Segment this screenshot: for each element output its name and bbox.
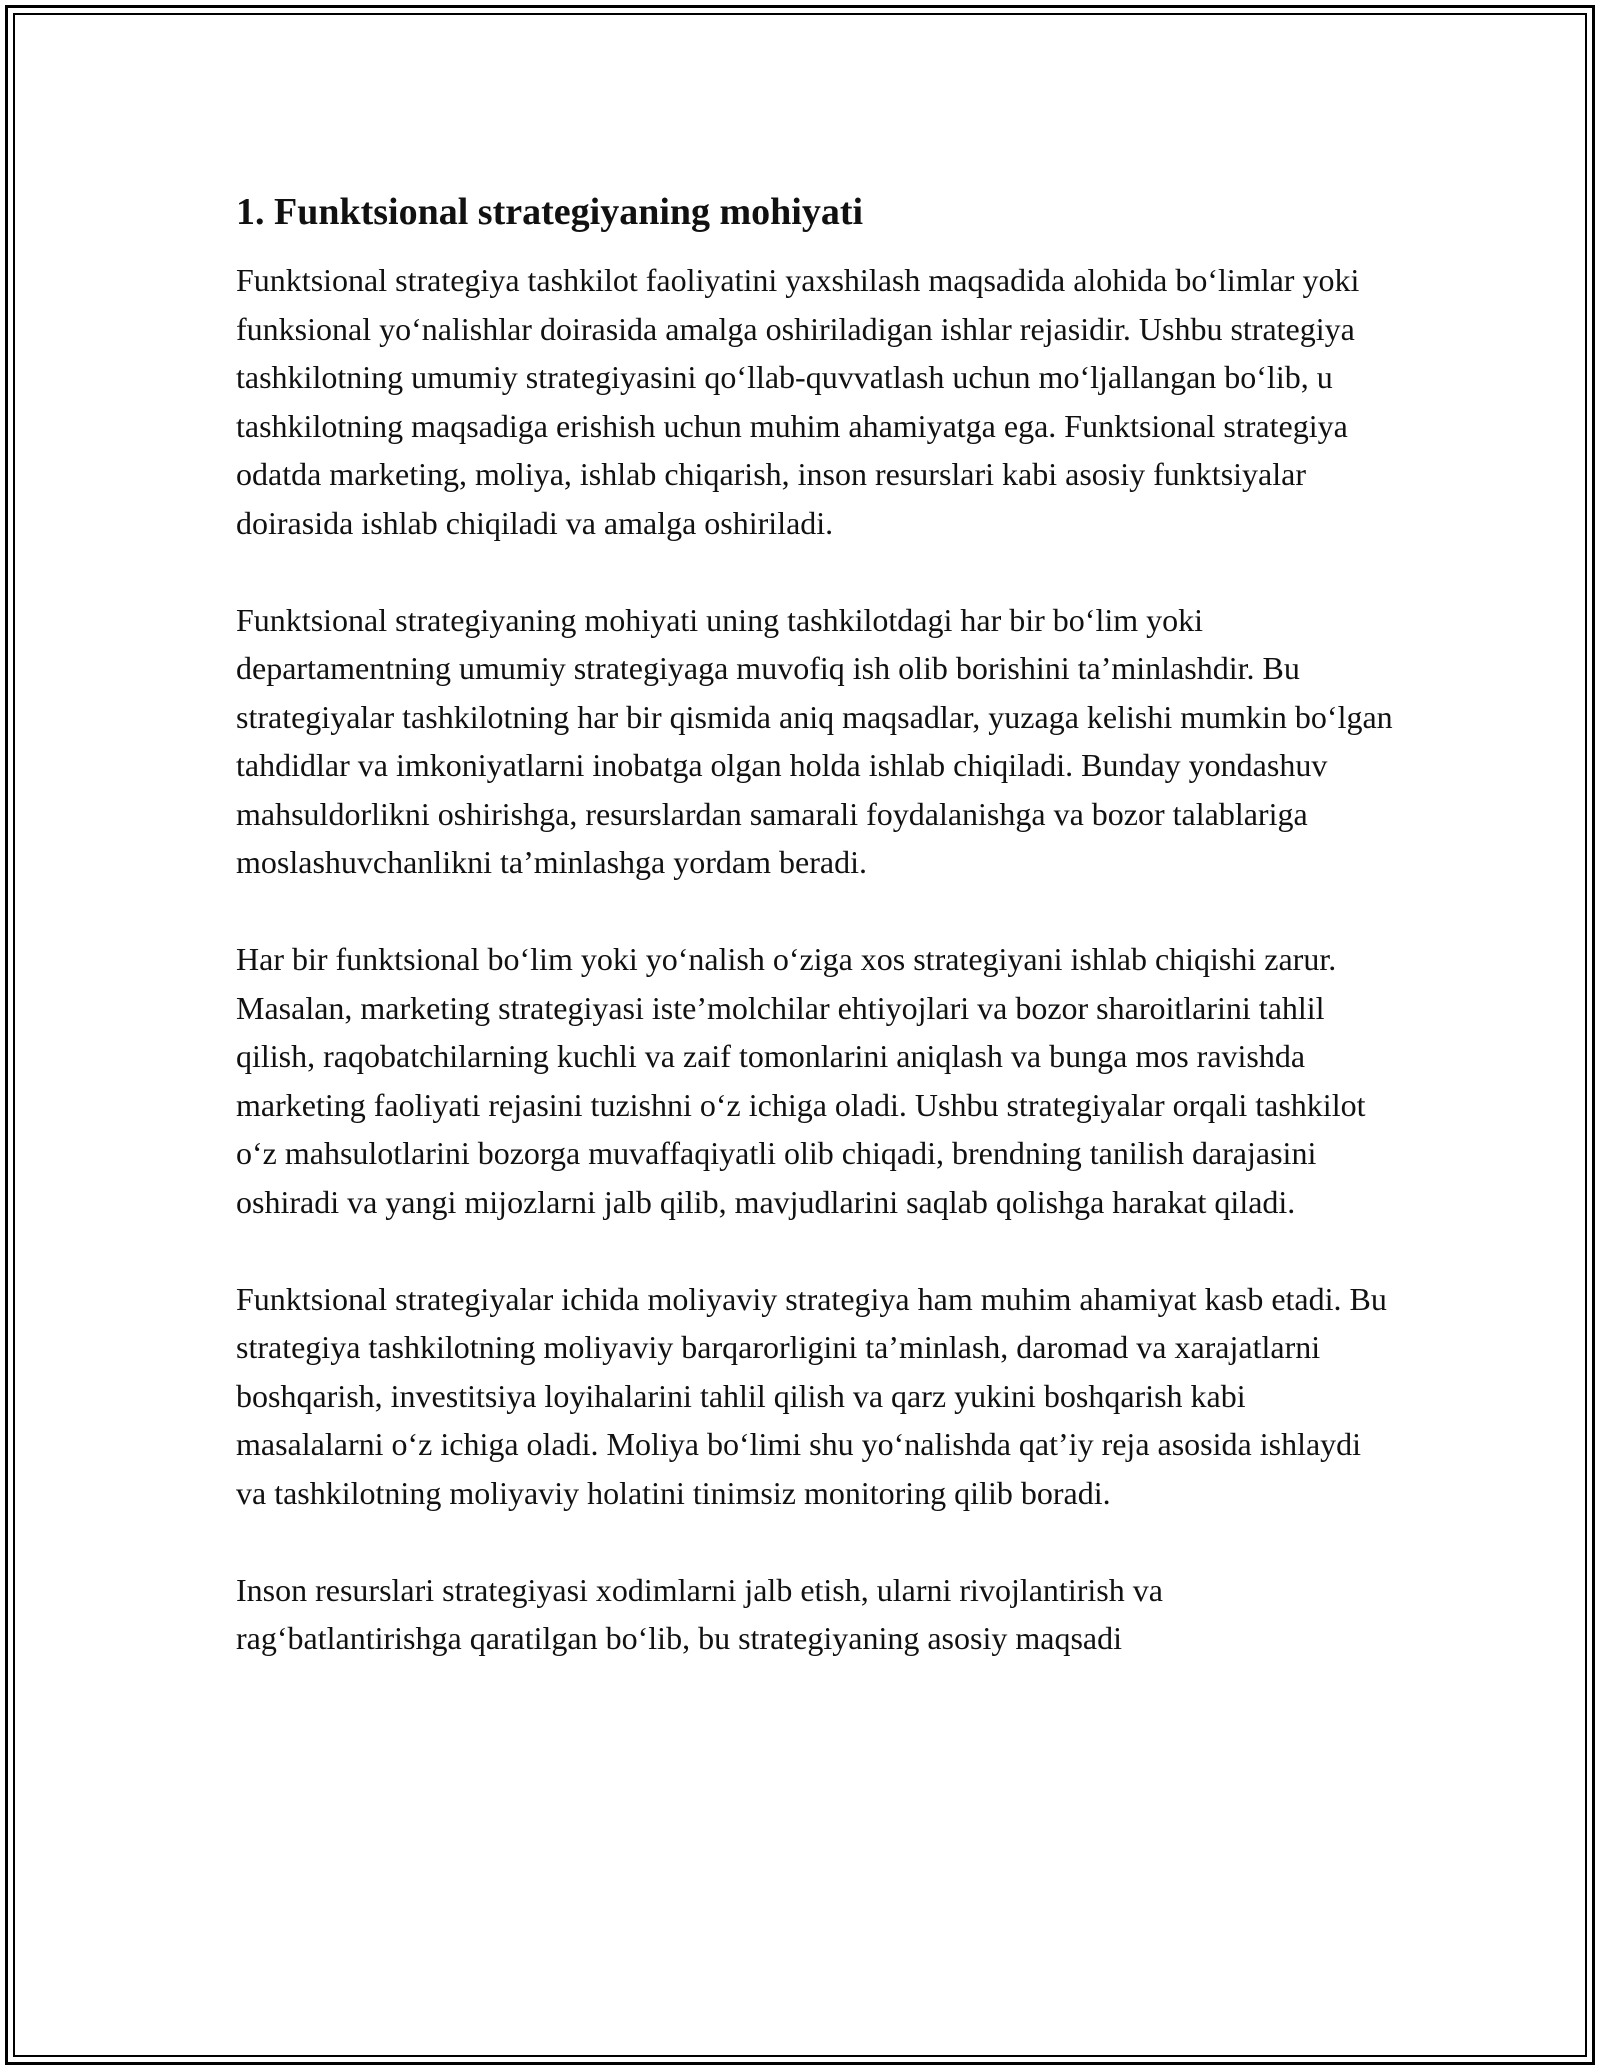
document-body — [236, 186, 1396, 1711]
paragraph-2: Funktsional strategiyaning mohiyati uning tashkilotdagi har bir bo‘lim yoki departamentning umumiy strategiyaga muvofiq ish olib borishini ta’minlashdir. Bu strategiyalar tashkilotning har bir qismida aniq maqsadlar, yuzaga kelishi mumkin bo‘lgan tahdidlar va imkoniyatlarni inobatga olgan holda ishlab chiqiladi. Bunday yondashuv mahsuldorlikni oshirishga, resurslardan samarali foydalanishga va bozor talablariga moslashuvchanlikni ta’minlashga yordam beradi. — [236, 601, 1393, 880]
paragraph-1: Funktsional strategiya tashkilot faoliyatini yaxshilash maqsadida alohida bo‘limlar yoki funksional yo‘nalishlar doirasida amalga oshiriladigan ishlar rejasidir. Ushbu strategiya tashkilotning umumiy strategiyasini qo‘llab-quvvatlash uchun mo‘ljallangan bo‘lib, u tashkilotning maqsadiga erishish uchun muhim ahamiyatga ega. Funktsional strategiya odatda marketing, moliya, ishlab chiqarish, inson resurslari kabi asosiy funktsiyalar doirasida ishlab chiqiladi va amalga oshiriladi. — [236, 262, 1360, 541]
paragraph-4: Funktsional strategiyalar ichida moliyaviy strategiya ham muhim ahamiyat kasb etadi. Bu strategiya tashkilotning moliyaviy barqarorligini ta’minlash, daromad va xarajatlarni boshqarish, investitsiya loyihalarini tahlil qilish va qarz yukini boshqarish kabi masalalarni o‘z ichiga oladi. Moliya bo‘limi shu yo‘nalishda qat’iy reja asosida ishlaydi va tashkilotning moliyaviy holatini tinimsiz monitoring qilib boradi. — [236, 1280, 1387, 1511]
paragraph-5: Inson resurslari strategiyasi xodimlarni jalb etish, ularni rivojlantirish va rag‘batlantirishga qaratilgan bo‘lib, bu strategiyaning asosiy maqsadi — [236, 1571, 1163, 1656]
section-heading: 1. Funktsional strategiyaning mohiyati — [236, 191, 864, 233]
paragraph-3: Har bir funktsional bo‘lim yoki yo‘nalish o‘ziga xos strategiyani ishlab chiqishi zarur. Masalan, marketing strategiyasi iste’molchilar ehtiyojlari va bozor sharoitlarini tahlil qilish, raqobatchilarning kuchli va zaif tomonlarini aniqlash va bunga mos ravishda marketing faoliyati rejasini tuzishni o‘z ichiga oladi. Ushbu strategiyalar orqali tashkilot o‘z mahsulotlarini bozorga muvaffaqiyatli olib chiqadi, brendning tanilish darajasini oshiradi va yangi mijozlarni jalb qilib, mavjudlarini saqlab qolishga harakat qiladi. — [236, 941, 1366, 1220]
